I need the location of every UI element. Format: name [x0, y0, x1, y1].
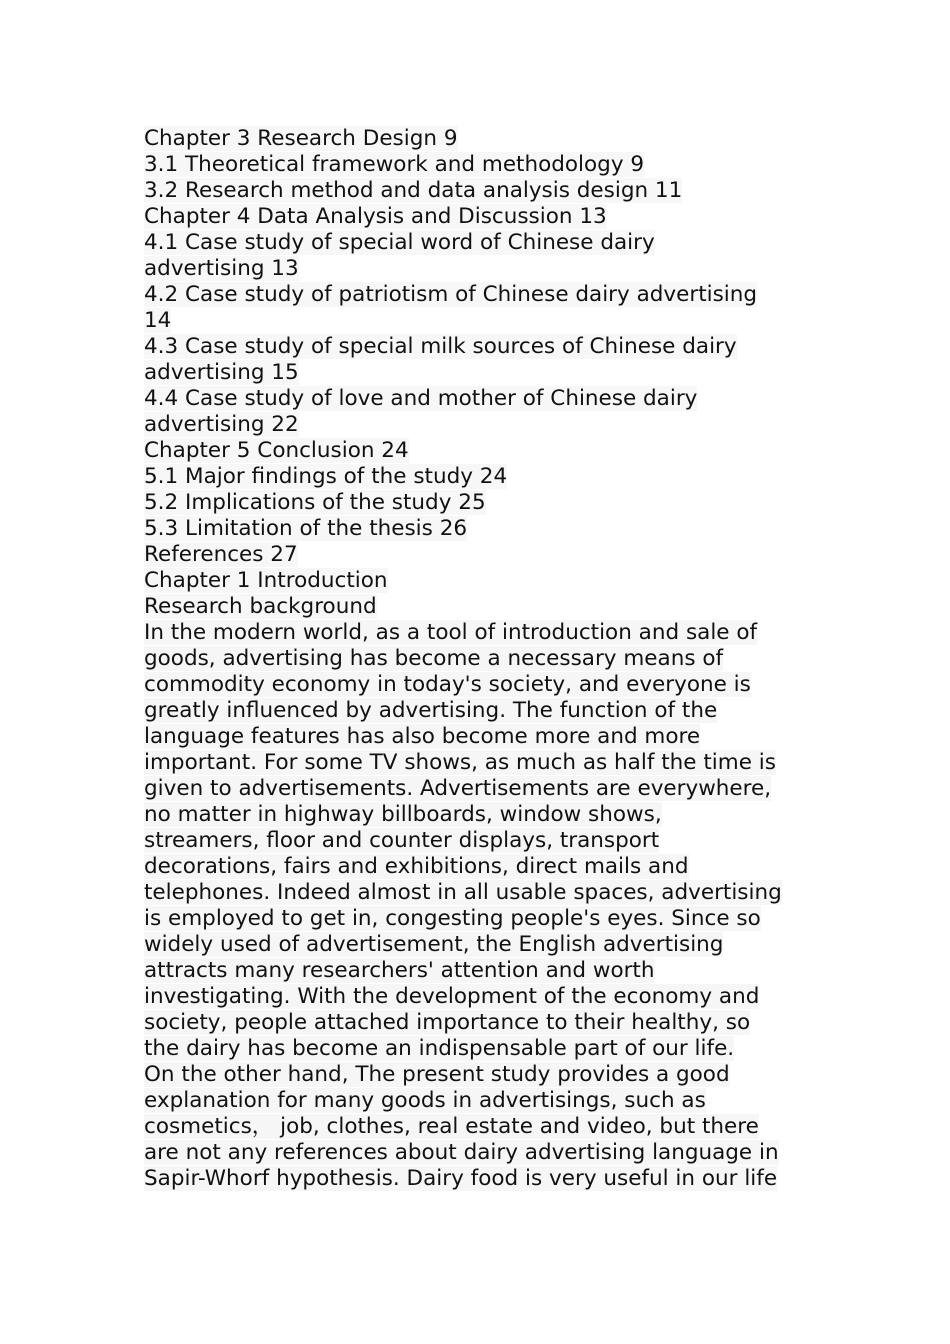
toc-entry: 5.2 Implications of the study 25	[144, 490, 486, 515]
toc-entry: 4.1 Case study of special word of Chinese dairy	[144, 230, 655, 255]
toc-entry: 4.3 Case study of special milk sources of Chinese dairy	[144, 334, 737, 359]
toc-entry: 3.2 Research method and data analysis design 11	[144, 178, 683, 203]
paragraph-line: telephones. Indeed almost in all usable spaces, advertising	[144, 880, 782, 905]
paragraph-2	[144, 1062, 824, 1192]
paragraph-line: greatly influenced by advertising. The function of the	[144, 698, 718, 723]
paragraph-line: On the other hand, The present study provides a good	[144, 1062, 730, 1087]
toc-entry: 5.1 Major findings of the study 24	[144, 464, 508, 489]
toc-entry-continued: advertising 22	[144, 412, 299, 437]
toc-entry-continued: 14	[144, 308, 172, 333]
paragraph-line: given to advertisements. Advertisements are everywhere,	[144, 776, 772, 801]
paragraph-line: decorations, fairs and exhibitions, direct mails and	[144, 854, 689, 879]
paragraph-line: In the modern world, as a tool of introduction and sale of	[144, 620, 758, 645]
paragraph-line: investigating. With the development of the economy and	[144, 984, 760, 1009]
paragraph-line: Sapir-Whorf hypothesis. Dairy food is very useful in our life	[144, 1166, 778, 1191]
paragraph-line: the dairy has become an indispensable part of our life.	[144, 1036, 735, 1061]
paragraph-line: no matter in highway billboards, window shows,	[144, 802, 662, 827]
paragraph-line: explanation for many goods in advertisings, such as	[144, 1088, 706, 1113]
toc-entry: Chapter 4 Data Analysis and Discussion 13	[144, 204, 607, 229]
paragraph-line: commodity economy in today's society, and everyone is	[144, 672, 751, 697]
toc-entry: Chapter 5 Conclusion 24	[144, 438, 409, 463]
paragraph-line: are not any references about dairy advertising language in	[144, 1140, 779, 1165]
paragraph-1	[144, 620, 824, 1062]
paragraph-line: cosmetics， job, clothes, real estate and video, but there	[144, 1114, 759, 1139]
paragraph-line: important. For some TV shows, as much as half the time is	[144, 750, 776, 775]
paragraph-line: language features has also become more and more	[144, 724, 701, 749]
toc-entry-continued: advertising 15	[144, 360, 299, 385]
paragraph-line: widely used of advertisement, the English advertising	[144, 932, 724, 957]
toc-entry: Chapter 3 Research Design 9	[144, 126, 458, 151]
document-body	[144, 126, 824, 1192]
toc-entry: References 27	[144, 542, 298, 567]
section-heading: Research background	[144, 594, 377, 619]
paragraph-line: streamers, floor and counter displays, transport	[144, 828, 660, 853]
chapter-heading: Chapter 1 Introduction	[144, 568, 388, 593]
toc-entry-continued: advertising 13	[144, 256, 299, 281]
toc-entry: 4.4 Case study of love and mother of Chinese dairy	[144, 386, 698, 411]
paragraph-line: society, people attached importance to their healthy, so	[144, 1010, 751, 1035]
toc-entry: 4.2 Case study of patriotism of Chinese dairy advertising	[144, 282, 758, 307]
paragraph-line: attracts many researchers' attention and worth	[144, 958, 655, 983]
paragraph-line: goods, advertising has become a necessary means of	[144, 646, 724, 671]
toc-entry: 3.1 Theoretical framework and methodology 9	[144, 152, 645, 177]
toc-entry: 5.3 Limitation of the thesis 26	[144, 516, 468, 541]
paragraph-line: is employed to get in, congesting people's eyes. Since so	[144, 906, 761, 931]
table-of-contents	[144, 126, 824, 568]
